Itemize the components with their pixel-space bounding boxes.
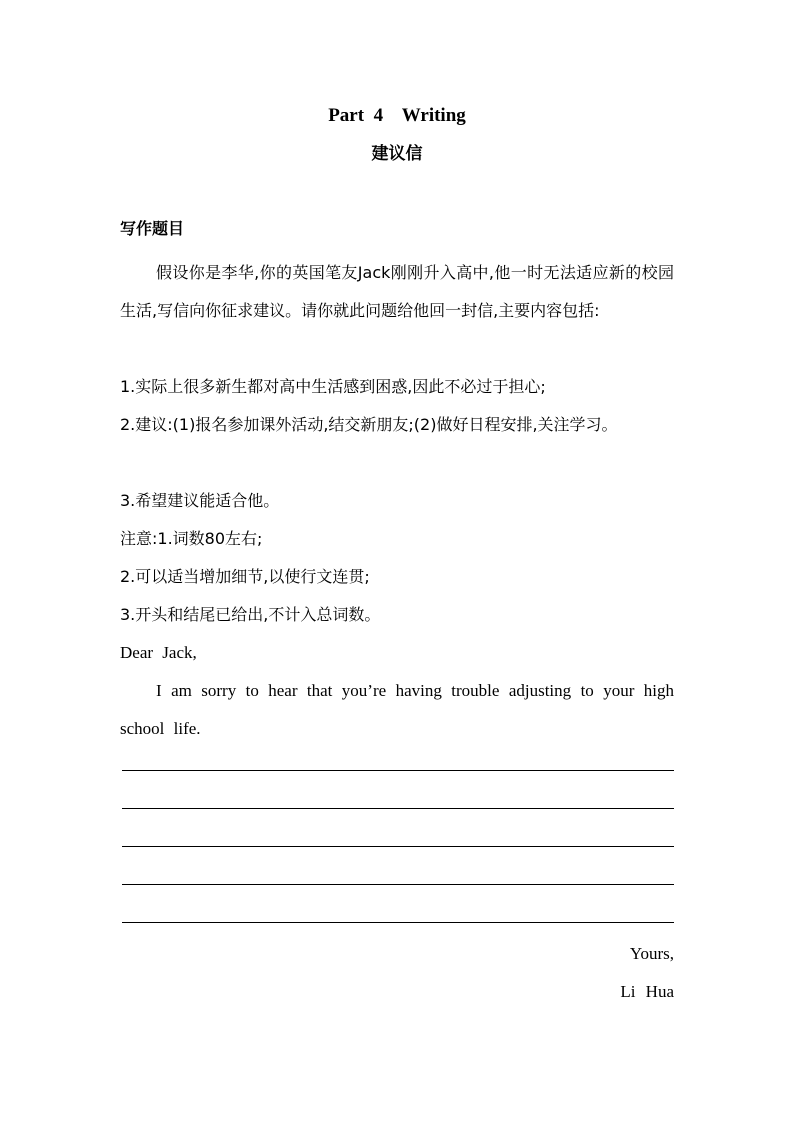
writing-line (122, 846, 674, 847)
task-point-3: 3.希望建议能适合他。 (120, 491, 280, 510)
page-title: Part 4 Writing (328, 105, 466, 126)
task-point-2: 2.建议:(1)报名参加课外活动,结交新朋友;(2)做好日程安排,关注学习。 (120, 415, 618, 434)
writing-line (122, 808, 674, 809)
task-intro: 假设你是李华,你的英国笔友Jack刚刚升入高中,他一时无法适应新的校园生活,写信向你征求建议。请你就此问题给他回一封信,主要内容包括: (120, 263, 674, 320)
letter-closing: Yours, (629, 944, 674, 963)
note-1: 注意:1.词数80左右; (120, 529, 263, 548)
section-heading: 写作题目 (120, 219, 185, 238)
letter-greeting: Dear Jack, (120, 643, 197, 662)
writing-line (122, 770, 674, 771)
letter-signature: Li Hua (620, 982, 674, 1001)
task-point-1: 1.实际上很多新生都对高中生活感到困惑,因此不必过于担心; (120, 377, 546, 396)
writing-line (122, 884, 674, 885)
page-subtitle: 建议信 (371, 144, 423, 164)
note-3: 3.开头和结尾已给出,不计入总词数。 (120, 605, 381, 624)
writing-line (122, 922, 674, 923)
note-2: 2.可以适当增加细节,以使行文连贯; (120, 567, 370, 586)
letter-opening: I am sorry to hear that you’re having trouble adjusting to your high school life. (120, 681, 674, 738)
